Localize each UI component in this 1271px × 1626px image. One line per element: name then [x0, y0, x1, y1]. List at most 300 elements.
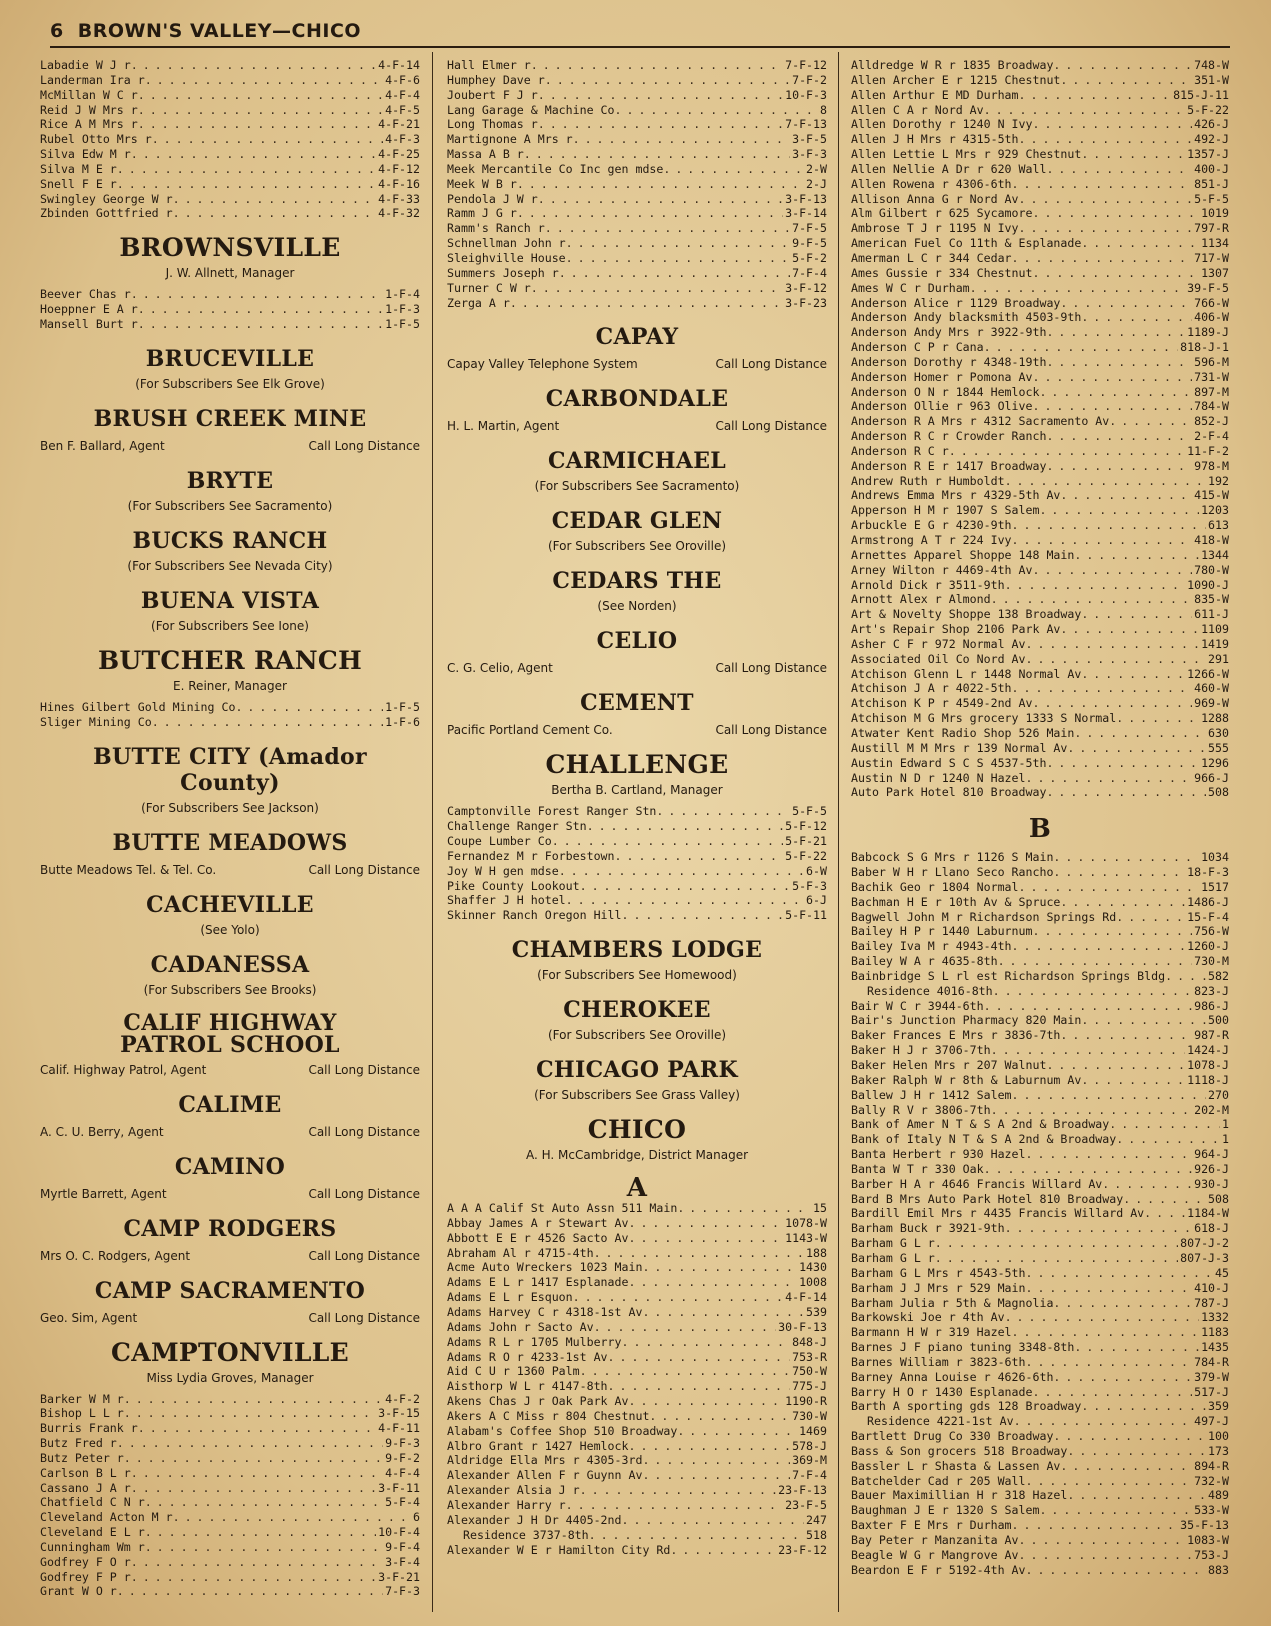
dot-leader	[615, 103, 818, 118]
listing-name: Bair's Junction Pharmacy 820 Main	[851, 1013, 1082, 1028]
listing-row	[851, 1325, 1229, 1340]
dot-leader	[138, 1421, 376, 1436]
listing-row	[40, 715, 420, 730]
listing-number: 4-F-16	[378, 176, 420, 191]
listing-name: Hall Elmer r	[447, 58, 531, 72]
listing-row	[851, 999, 1229, 1014]
listing-name: Burris Frank r	[40, 1421, 138, 1436]
dot-leader	[670, 1543, 776, 1558]
dot-leader	[1060, 296, 1192, 311]
listing-row	[851, 325, 1229, 340]
listing-row	[40, 1510, 420, 1525]
dot-leader	[573, 1290, 783, 1305]
listing-row	[851, 1296, 1229, 1311]
listing-name: Austill M M Mrs r 139 Normal Av	[851, 740, 1068, 755]
listing-number: 897-M	[1194, 384, 1229, 399]
listing-row	[851, 296, 1229, 311]
listing-name: Bishop L L r	[40, 1406, 124, 1421]
listing-name: Amerman L C r 344 Cedar	[851, 250, 1012, 265]
listing-number: 731-W	[1194, 369, 1229, 384]
listing-number: 7-F-12	[785, 58, 827, 72]
listing-row	[447, 1528, 827, 1543]
dot-leader	[1032, 117, 1192, 132]
listing-name: Bassler L r Shasta & Lassen Av	[851, 1458, 1061, 1473]
listing-name: Austin Edward S C S 4537-5th	[851, 755, 1047, 770]
listing-number: 4-F-33	[378, 191, 420, 206]
dot-leader	[949, 444, 1185, 459]
listing-name: Meek Mercantile Co Inc gen mdse	[447, 161, 664, 176]
dot-leader	[642, 1260, 797, 1275]
listing-number: 1034	[1201, 850, 1229, 865]
dot-leader	[1116, 711, 1199, 726]
listing-name: Abraham Al r 4715-4th	[447, 1245, 594, 1260]
listing-number: 4-F-3	[385, 132, 420, 147]
listing-number: 3-F-13	[785, 191, 827, 206]
agent-name: Pacific Portland Cement Co.	[447, 723, 613, 738]
dot-leader	[131, 147, 376, 162]
listing-row	[40, 1584, 420, 1599]
listing-name: Barber H A r 4646 Francis Willard Av	[851, 1176, 1103, 1191]
listing-name: Ramm J G r	[447, 206, 517, 221]
dot-leader	[1046, 429, 1192, 444]
listing-row	[851, 147, 1229, 162]
listing-number: 732-W	[1194, 1473, 1229, 1488]
listing-name: Bachman H E r 10th Av & Spruce	[851, 894, 1061, 909]
page-number: 6	[50, 20, 64, 42]
listing-name: Barry H O r 1430 Esplanade	[851, 1384, 1033, 1399]
listing-row	[447, 1275, 827, 1290]
dot-leader	[656, 804, 790, 819]
dot-leader	[1005, 1221, 1193, 1236]
listing-row	[851, 726, 1229, 741]
listing-number: 1307	[1201, 265, 1229, 280]
listing-number: 5-F-22	[785, 848, 827, 863]
listing-name: Aisthorp W L r 4147-8th	[447, 1379, 608, 1394]
listing-number: 35-F-13	[1180, 1518, 1229, 1533]
listing-row	[851, 880, 1229, 895]
listing-name: Hoeppner E A r	[40, 302, 138, 317]
listing-row	[851, 939, 1229, 954]
listing-name: Ramm's Ranch r	[447, 221, 545, 236]
listing-name: Bard B Mrs Auto Park Hotel 810 Broadway	[851, 1191, 1124, 1206]
listing-name: Cassano J A r	[40, 1480, 131, 1495]
listing-number: 787-J	[1194, 1295, 1229, 1310]
listing-row	[447, 1543, 827, 1558]
call-note: Call Long Distance	[308, 1186, 420, 1201]
town-heading: CHICAGO PARK	[536, 1057, 738, 1084]
listing-name: Bauer Maximillian H r 318 Hazel	[851, 1488, 1068, 1503]
listing-row	[851, 622, 1229, 637]
listing-number: 5-F-3	[792, 878, 827, 893]
listing-row	[447, 1453, 827, 1468]
listing-number: 3-F-21	[378, 1569, 420, 1584]
listing-name: Abbott E E r 4526 Sacto Av	[447, 1230, 629, 1245]
listing-row	[851, 850, 1229, 865]
listing-row	[447, 1394, 827, 1409]
dot-leader	[1081, 1073, 1185, 1088]
listing-name: Allen J H Mrs r 4315-5th	[851, 132, 1019, 147]
dot-leader	[1019, 221, 1193, 236]
column-2	[447, 58, 827, 1557]
call-note: Call Long Distance	[715, 419, 827, 434]
listing-row	[851, 1399, 1229, 1414]
listing-row	[851, 563, 1229, 578]
listing-name: Arnettes Apparel Shoppe 148 Main	[851, 547, 1075, 562]
agent-line	[447, 418, 827, 434]
listing-row	[447, 221, 827, 236]
listing-number: 1008	[799, 1275, 827, 1290]
listing-name: Barmann H W r 319 Hazel	[851, 1325, 1012, 1340]
listing-row	[851, 340, 1229, 355]
dot-leader	[594, 1246, 804, 1261]
listing-number: 9-F-2	[385, 1450, 420, 1465]
listing-name: Associated Oil Co Nord Av	[851, 651, 1026, 666]
listing-number: 3-F-4	[385, 1554, 420, 1569]
dot-leader	[1012, 939, 1186, 954]
listing-list	[447, 804, 827, 923]
dot-leader	[991, 1103, 1192, 1118]
dot-leader	[538, 88, 783, 103]
dot-leader	[935, 1236, 1178, 1251]
listing-name: Reid J W Mrs r	[40, 102, 138, 117]
listing-row	[851, 488, 1229, 503]
listing-name: Barnes J F piano tuning 3348-8th	[851, 1340, 1075, 1355]
dot-leader	[538, 192, 783, 207]
listing-row	[40, 162, 420, 177]
column-divider	[838, 52, 839, 1612]
listing-number: 1357-J	[1187, 147, 1229, 162]
listing-name: Alldredge W R r 1835 Broadway	[851, 58, 1054, 72]
listing-number: 4-F-21	[378, 117, 420, 132]
dot-leader	[1081, 236, 1199, 251]
listing-number: 9-F-4	[385, 1539, 420, 1554]
listing-number: 23-F-5	[785, 1497, 827, 1512]
listing-name: Baber W H r Llano Seco Rancho	[851, 865, 1054, 880]
listing-row	[40, 287, 420, 302]
listing-row	[447, 162, 827, 177]
listing-number: 753-R	[792, 1349, 827, 1364]
listing-number: 500	[1208, 1013, 1229, 1028]
listing-name: Bagwell John M r Richardson Springs Rd	[851, 909, 1117, 924]
dot-leader	[1019, 1533, 1186, 1548]
dot-leader	[1026, 1147, 1193, 1162]
dot-leader	[538, 117, 783, 132]
listing-name: Butz Peter r	[40, 1450, 124, 1465]
town-heading: CEDARS THE	[552, 568, 722, 595]
listing-number: 11-F-2	[1187, 443, 1229, 458]
dot-leader	[1116, 1132, 1220, 1147]
listing-number: 3-F-15	[378, 1406, 420, 1421]
listing-number: 1266-W	[1187, 666, 1229, 681]
listing-number: 930-J	[1194, 1176, 1229, 1191]
listing-row	[40, 1421, 420, 1436]
listing-name: Atchison J A r 4022-5th	[851, 681, 1012, 696]
listing-name: Baker Helen Mrs r 207 Walnut	[851, 1058, 1047, 1072]
dot-leader	[1046, 325, 1185, 340]
listing-number: 987-R	[1194, 1028, 1229, 1043]
listing-number: 2-F-4	[1194, 429, 1229, 444]
listing-number: 539	[806, 1305, 827, 1319]
listing-row	[851, 1132, 1229, 1147]
listing-number: 23-F-13	[778, 1483, 827, 1498]
listing-name: Anderson Andy Mrs r 3922-9th	[851, 325, 1047, 340]
listing-name: Bainbridge S L rl est Richardson Springs Bldg	[851, 968, 1166, 983]
listing-list	[447, 1201, 827, 1557]
listing-row	[851, 236, 1229, 251]
dot-leader	[1012, 1325, 1200, 1340]
listing-row	[851, 459, 1229, 474]
town-heading: CEMENT	[580, 690, 694, 717]
dot-leader	[566, 893, 804, 908]
listing-number: 4-F-12	[378, 161, 420, 176]
listing-name: Barham G L Mrs r 4543-5th	[851, 1265, 1026, 1280]
dot-leader	[1019, 132, 1193, 147]
listing-row	[851, 1162, 1229, 1177]
listing-name: Ames W C r Durham	[851, 280, 970, 295]
town-heading: CACHEVILLE	[146, 891, 314, 918]
listing-name: Silva M E r	[40, 161, 117, 176]
listing-name: Alexander Harry r	[447, 1497, 566, 1512]
dot-leader	[1026, 1281, 1193, 1296]
listing-number: 291	[1208, 651, 1229, 666]
listing-list	[851, 850, 1229, 1577]
listing-row	[851, 1488, 1229, 1503]
listing-row	[851, 865, 1229, 880]
listing-name: Beever Chas r	[40, 287, 131, 302]
dot-leader	[124, 1451, 383, 1466]
listing-number: 4-F-14	[785, 1290, 827, 1305]
listing-number: 851-J	[1194, 176, 1229, 191]
listing-name: Bay Peter r Manzanita Av	[851, 1533, 1019, 1547]
listing-number: 270	[1208, 1087, 1229, 1102]
listing-name: Asher C F r 972 Normal Av	[851, 636, 1026, 651]
page-header	[50, 20, 1230, 48]
listing-row	[851, 1444, 1229, 1459]
listing-row	[851, 1503, 1229, 1518]
town-heading: BUENA VISTA	[140, 587, 320, 614]
listing-name: Allison Anna G r Nord Av	[851, 191, 1019, 206]
listing-row	[851, 984, 1229, 999]
listing-name: Residence 4016-8th	[867, 983, 993, 998]
dot-leader	[1060, 1459, 1192, 1474]
town-heading: CAPAY	[595, 324, 679, 351]
listing-row	[851, 1533, 1229, 1548]
listing-number: 3-F-23	[785, 295, 827, 310]
dot-leader	[545, 221, 790, 236]
listing-name: Beagle W G r Mangrove Av	[851, 1547, 1019, 1562]
listing-number: 489	[1208, 1488, 1229, 1503]
listing-row	[851, 206, 1229, 221]
listing-name: Bass & Son grocers 518 Broadway	[851, 1443, 1068, 1458]
listing-number: 410-J	[1194, 1280, 1229, 1295]
listing-number: 9-F-5	[792, 236, 827, 251]
listing-name: Anderson Alice r 1129 Broadway	[851, 295, 1061, 310]
dot-leader	[131, 1466, 383, 1481]
listing-number: 753-J	[1194, 1547, 1229, 1562]
listing-name: Allen Dorothy r 1240 N Ivy	[851, 117, 1033, 132]
listing-number: 797-R	[1194, 221, 1229, 236]
listing-number: 1-F-4	[385, 287, 420, 302]
listing-row	[851, 771, 1229, 786]
dot-leader	[173, 192, 376, 207]
listing-number: 8	[820, 102, 827, 117]
listing-name: Baxter F E Mrs r Durham	[851, 1518, 1012, 1533]
dot-leader	[1060, 622, 1199, 637]
town-manager: A. H. McCambridge, District Manager	[525, 1148, 749, 1163]
listing-row	[447, 1290, 827, 1305]
town-note: (For Subscribers See Homewood)	[537, 968, 737, 983]
listing-row	[851, 1281, 1229, 1296]
listing-row	[40, 147, 420, 162]
listing-row	[851, 103, 1229, 118]
listing-number: 1486-J	[1187, 894, 1229, 909]
listing-number: 1	[1222, 1132, 1229, 1147]
listing-name: Zerga A r	[447, 295, 510, 310]
listing-name: Anderson C P r Cana	[851, 340, 984, 355]
dot-leader	[677, 1424, 797, 1439]
dot-leader	[642, 1468, 790, 1483]
dot-leader	[1053, 865, 1185, 880]
listing-row	[40, 103, 420, 118]
listing-row	[851, 741, 1229, 756]
town-note: (For Subscribers See Ione)	[151, 618, 309, 633]
dot-leader	[1053, 1429, 1206, 1444]
listing-name: Andrew Ruth r Humboldt	[851, 473, 1005, 488]
listing-row	[851, 429, 1229, 444]
listing-name: Banta W T r 330 Oak	[851, 1161, 984, 1176]
listing-row	[40, 1495, 420, 1510]
listing-row	[447, 1350, 827, 1365]
listing-row	[851, 73, 1229, 88]
listing-name: Barker W M r	[40, 1391, 124, 1406]
listing-row	[447, 1260, 827, 1275]
listing-number: 969-W	[1194, 696, 1229, 711]
listing-row	[851, 1266, 1229, 1281]
listing-name: Rubel Otto Mrs r	[40, 132, 152, 147]
listing-number: 1019	[1201, 206, 1229, 221]
listing-row	[851, 1028, 1229, 1043]
listing-name: Apperson H M r 1907 S Salem	[851, 503, 1040, 518]
dot-leader	[566, 236, 790, 251]
listing-number: 369-M	[792, 1453, 827, 1468]
agent-line	[40, 1186, 420, 1202]
dot-leader	[152, 715, 383, 730]
listing-number: 3-F-5	[792, 132, 827, 147]
dot-leader	[145, 1495, 383, 1510]
listing-row	[447, 1231, 827, 1246]
dot-leader	[594, 1320, 777, 1335]
listing-number: 555	[1208, 740, 1229, 755]
listing-name: Bartlett Drug Co 330 Broadway	[851, 1429, 1054, 1444]
listing-name: Bailey H P r 1440 Laburnum	[851, 924, 1033, 939]
listing-name: Martignone A Mrs r	[447, 132, 573, 147]
listing-row	[851, 1355, 1229, 1370]
listing-row	[40, 1451, 420, 1466]
town-note: (For Subscribers See Grass Valley)	[534, 1088, 740, 1103]
listing-number: 596-M	[1194, 354, 1229, 369]
listing-number: 883	[1208, 1562, 1229, 1577]
listing-number: 192	[1208, 473, 1229, 488]
town-heading: CELIO	[596, 628, 678, 655]
listing-row	[851, 162, 1229, 177]
listing-row	[851, 1236, 1229, 1251]
dot-leader	[1026, 1474, 1193, 1489]
dot-leader	[580, 1364, 790, 1379]
dot-leader	[622, 1335, 791, 1350]
dot-leader	[559, 266, 790, 281]
listing-row	[851, 1474, 1229, 1489]
listing-number: 3-F-14	[785, 206, 827, 221]
dot-leader	[138, 302, 383, 317]
listing-row	[447, 1364, 827, 1379]
listing-name: Armstrong A T r 224 Ivy	[851, 533, 1012, 547]
listing-number: 3-F-12	[785, 280, 827, 295]
listing-row	[851, 1117, 1229, 1132]
dot-leader	[1053, 850, 1199, 865]
town-heading: CALIF HIGHWAY PATROL SCHOOL	[120, 1009, 340, 1058]
listing-name: Arbuckle E G r 4230-9th	[851, 518, 1012, 533]
listing-number: 1134	[1201, 236, 1229, 251]
listing-name: A A A Calif St Auto Assn 511 Main	[447, 1201, 678, 1216]
listing-name: Atchison Glenn L r 1448 Normal Av	[851, 666, 1082, 681]
dot-leader	[984, 999, 1192, 1014]
dot-leader	[131, 1555, 383, 1570]
listing-row	[447, 296, 827, 311]
call-note: Call Long Distance	[715, 661, 827, 676]
dot-leader	[1102, 1177, 1192, 1192]
listing-name: Baker Frances E Mrs r 3836-7th	[851, 1028, 1061, 1043]
listing-number: 1	[1222, 1117, 1229, 1132]
listing-name: Barham G L r	[851, 1236, 935, 1251]
listing-name: Auto Park Hotel 810 Broadway	[851, 785, 1047, 800]
listing-name: Residence 4221-1st Av	[867, 1414, 1014, 1429]
town-heading: CAMPTONVILLE	[111, 1337, 349, 1367]
listing-name: Banta Herbert r 930 Hazel	[851, 1147, 1026, 1162]
listing-name: Pike County Lookout	[447, 878, 580, 893]
town-heading: CADANESSA	[150, 951, 310, 978]
listing-name: Barham Julia r 5th & Magnolia	[851, 1295, 1054, 1310]
listing-row	[40, 1436, 420, 1451]
listing-row	[447, 1305, 827, 1320]
dot-leader	[580, 879, 790, 894]
listing-number: 1260-J	[1187, 939, 1229, 954]
listing-row	[447, 251, 827, 266]
listing-row	[851, 385, 1229, 400]
listing-row	[851, 58, 1229, 73]
listing-name: Baker Ralph W r 8th & Laburnum Av	[851, 1072, 1082, 1087]
column-3	[851, 58, 1229, 1578]
listing-row	[851, 607, 1229, 622]
listing-name: Humphey Dave r	[447, 72, 545, 87]
agent-line	[40, 438, 420, 454]
listing-row	[851, 1385, 1229, 1400]
listing-name: Barney Anna Louise r 4626-6th	[851, 1369, 1054, 1384]
listing-name: Atchison K P r 4549-2nd Av	[851, 696, 1033, 711]
listing-row	[447, 236, 827, 251]
listing-name: Summers Joseph r	[447, 265, 559, 280]
dot-leader	[1144, 1206, 1185, 1221]
listing-number: 400-J	[1194, 161, 1229, 176]
listing-row	[851, 1370, 1229, 1385]
listing-name: Arnold Dick r 3511-9th	[851, 577, 1005, 592]
dot-leader	[545, 73, 790, 88]
listing-row	[851, 1429, 1229, 1444]
listing-name: Austin N D r 1240 N Hazel	[851, 770, 1026, 785]
listing-name: Anderson R A Mrs r 4312 Sacramento Av	[851, 414, 1110, 429]
listing-name: McMillan W C r	[40, 87, 138, 102]
listing-number: 5-F-11	[785, 908, 827, 923]
town-heading: BRUCEVILLE	[145, 345, 315, 372]
